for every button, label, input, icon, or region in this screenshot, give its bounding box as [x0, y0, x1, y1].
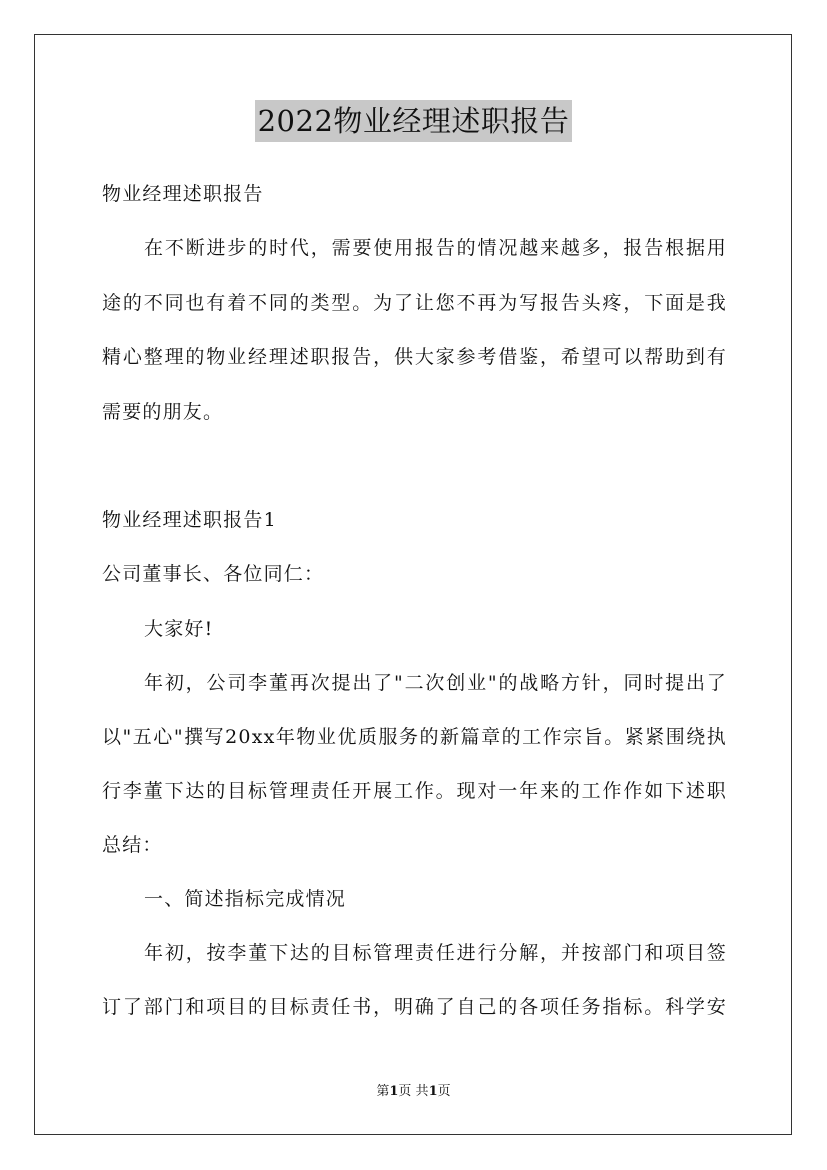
- intro-line-1: 在不断进步的时代，需要使用报告的情况越来越多，报告根据用: [144, 237, 727, 259]
- footer-middle: 页 共: [398, 1084, 429, 1099]
- title-container: [0, 100, 827, 142]
- intro-line-2: 途的不同也有着不同的类型。为了让您不再为写报告头疼，下面是我: [102, 292, 727, 314]
- footer-page-total: 1: [428, 1084, 438, 1099]
- document-title: 2022物业经理述职报告: [255, 100, 573, 142]
- page-footer: [0, 1082, 827, 1102]
- para1-line-3: 行李董下达的目标管理责任开展工作。现对一年来的工作作如下述职: [102, 780, 727, 802]
- para1-line-4: 总结：: [102, 834, 163, 856]
- intro-line-4: 需要的朋友。: [102, 401, 224, 423]
- greeting: 大家好!: [144, 618, 214, 640]
- para2-line-2: 订了部门和项目的目标责任书，明确了自己的各项任务指标。科学安: [102, 996, 727, 1018]
- footer-suffix: 页: [437, 1084, 451, 1099]
- salutation: 公司董事长、各位同仁：: [102, 563, 325, 585]
- subheading: 一、简述指标完成情况: [144, 888, 347, 910]
- document-subtitle: 物业经理述职报告: [102, 183, 264, 205]
- intro-line-3: 精心整理的物业经理述职报告，供大家参考借鉴，希望可以帮助到有: [102, 346, 727, 368]
- section-heading: 物业经理述职报告1: [102, 509, 277, 531]
- footer-page-number: 1: [389, 1084, 399, 1099]
- para1-line-2: 以"五心"撰写20xx年物业优质服务的新篇章的工作宗旨。紧紧围绕执: [102, 726, 727, 748]
- para2-line-1: 年初，按李董下达的目标管理责任进行分解，并按部门和项目签: [144, 942, 727, 964]
- para1-line-1: 年初，公司李董再次提出了"二次创业"的战略方针，同时提出了: [144, 672, 727, 694]
- footer-prefix: 第: [376, 1084, 390, 1099]
